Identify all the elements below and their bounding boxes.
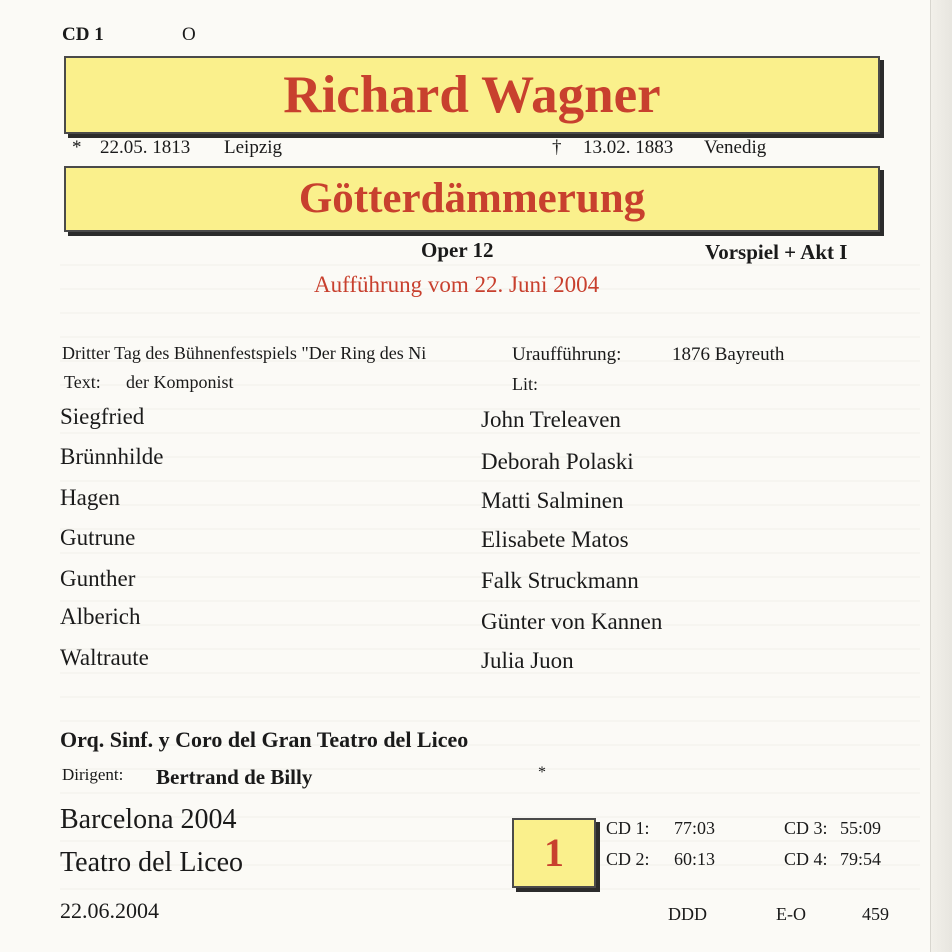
conductor-label: Dirigent: — [62, 765, 124, 784]
death-date: 13.02. 1883 — [583, 137, 674, 158]
duration-label: CD 4: — [784, 849, 828, 869]
paper-edge — [930, 0, 952, 952]
duration-time: 55:09 — [840, 818, 882, 838]
footer-number: 459 — [862, 904, 889, 924]
cast-singer: Günter von Kannen — [481, 609, 663, 634]
cast-role: Gunther — [60, 566, 136, 591]
birth-symbol: * — [72, 137, 82, 158]
cast-role: Brünnhilde — [60, 444, 164, 469]
duration-time: 79:54 — [840, 849, 882, 869]
footer-code: E-O — [776, 904, 806, 924]
work-subtitle: Dritter Tag des Bühnenfestspiels "Der Ring des Ni — [62, 343, 427, 363]
birth-date: 22.05. 1813 — [100, 137, 191, 158]
cast-singer: Falk Struckmann — [481, 568, 639, 593]
ensemble-name: Orq. Sinf. y Coro del Gran Teatro del Liceo — [60, 727, 469, 752]
footer-format: DDD — [668, 904, 707, 924]
cast-role: Alberich — [60, 604, 141, 629]
duration-time: 60:13 — [674, 849, 716, 869]
venue-theatre: Teatro del Liceo — [60, 847, 244, 878]
death-place: Venedig — [704, 137, 767, 158]
cast-role: Siegfried — [60, 404, 145, 429]
duration-label: CD 1: — [606, 818, 650, 838]
cd-label: CD 1 — [62, 24, 104, 45]
cast-singer: Deborah Polaski — [481, 449, 634, 474]
text-label: Text: — [64, 372, 101, 392]
duration-label: CD 3: — [784, 818, 828, 838]
venue-city-year: Barcelona 2004 — [60, 804, 237, 835]
premiere-label: Uraufführung: — [512, 344, 622, 365]
cast-role: Hagen — [60, 485, 121, 510]
lit-label: Lit: — [512, 374, 538, 394]
performance-date: Aufführung vom 22. Juni 2004 — [314, 272, 600, 297]
conductor-mark: * — [538, 764, 546, 781]
premiere-value: 1876 Bayreuth — [672, 344, 785, 365]
cast-singer: Julia Juon — [481, 648, 574, 673]
cast-singer: John Treleaven — [481, 407, 621, 432]
cast-role: Gutrune — [60, 525, 136, 550]
footer-date: 22.06.2004 — [60, 898, 159, 923]
work-title-banner: Götterdämmerung — [64, 166, 880, 232]
cast-role: Waltraute — [60, 645, 149, 670]
disc-number-badge: 1 — [512, 818, 596, 888]
conductor-name: Bertrand de Billy — [156, 765, 313, 789]
composer-banner: Richard Wagner — [64, 56, 880, 134]
text-value: der Komponist — [126, 372, 234, 392]
cast-singer: Matti Salminen — [481, 488, 624, 513]
opus-number: Oper 12 — [421, 238, 494, 262]
death-symbol: † — [552, 137, 562, 158]
header-mark: O — [182, 24, 196, 45]
duration-time: 77:03 — [674, 818, 716, 838]
birth-place: Leipzig — [224, 137, 283, 158]
cast-singer: Elisabete Matos — [481, 527, 629, 552]
work-part: Vorspiel + Akt I — [705, 240, 848, 264]
duration-label: CD 2: — [606, 849, 650, 869]
